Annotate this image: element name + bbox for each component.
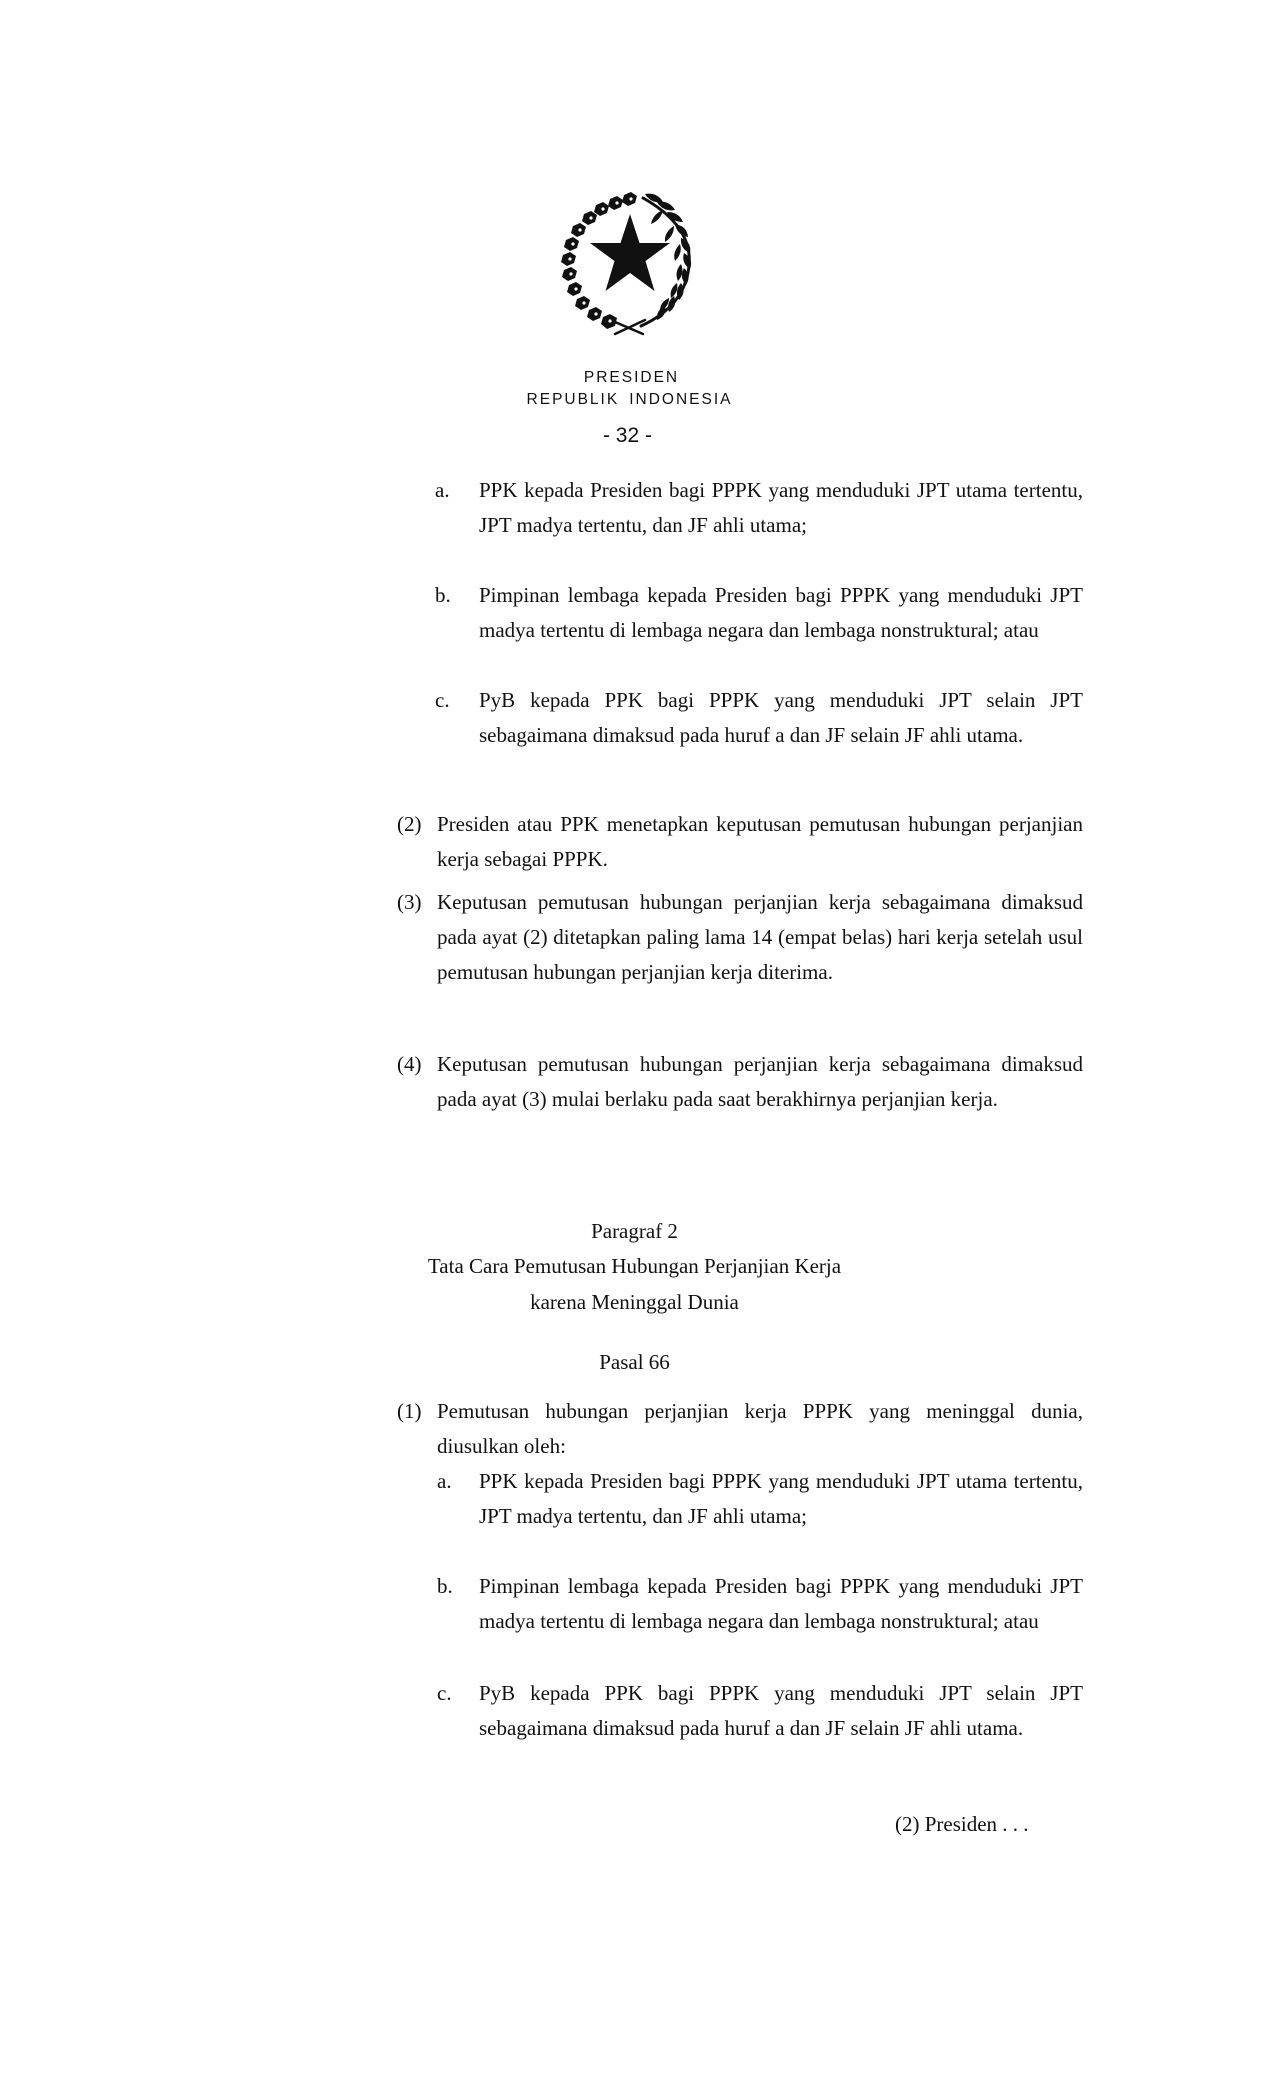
list-item-text: PPK kepada Presiden bagi PPPK yang menduduki JPT utama tertentu, JPT madya tertentu, dan JF ahli utama; — [479, 1469, 1083, 1528]
list-marker: b. — [437, 1574, 453, 1598]
list-item-text: PyB kepada PPK bagi PPPK yang menduduki JPT selain JPT sebagaimana dimaksud pada huruf a dan JF selain JF ahli utama. — [479, 688, 1083, 747]
list-marker: b. — [435, 583, 451, 607]
clause-text: Keputusan pemutusan hubungan perjanjian kerja sebagaimana dimaksud pada ayat (2) ditetapkan paling lama 14 (empat belas) hari kerja setelah usul pemutusan hubungan perjanjian kerja diterima. — [437, 890, 1083, 984]
header-subtitle — [0, 391, 1267, 409]
list-marker: a. — [437, 1469, 452, 1493]
paragraph-label: Paragraf 2 — [591, 1219, 678, 1243]
continuation-catchword: (2) Presiden . . . — [895, 1812, 1029, 1836]
list-item-text: PyB kepada PPK bagi PPPK yang menduduki JPT selain JPT sebagaimana dimaksud pada huruf a dan JF selain JF ahli utama. — [479, 1681, 1083, 1740]
list-item-text: Pimpinan lembaga kepada Presiden bagi PPPK yang menduduki JPT madya tertentu di lembaga negara dan lembaga nonstruktural; atau — [479, 583, 1083, 642]
list-item-text: Pimpinan lembaga kepada Presiden bagi PPPK yang menduduki JPT madya tertentu di lembaga negara dan lembaga nonstruktural; atau — [479, 1574, 1083, 1633]
header-subtitle-part2: INDONESIA — [629, 391, 733, 408]
header-title: PRESIDEN — [583, 369, 680, 386]
page-number: - 32 - — [602, 424, 652, 447]
clause-marker: (2) — [397, 812, 422, 836]
list-marker: a. — [435, 478, 450, 502]
header-subtitle-part1: REPUBLIK — [526, 391, 620, 408]
list-item-text: PPK kepada Presiden bagi PPPK yang menduduki JPT utama tertentu, JPT madya tertentu, dan JF ahli utama; — [479, 478, 1083, 537]
clause-marker: (4) — [397, 1052, 422, 1076]
list-marker: c. — [437, 1681, 452, 1705]
clause-marker: (3) — [397, 890, 422, 914]
clause-text: Keputusan pemutusan hubungan perjanjian kerja sebagaimana dimaksud pada ayat (3) mulai berlaku pada saat berakhirnya perjanjian kerja. — [437, 1052, 1083, 1111]
clause-text: Pemutusan hubungan perjanjian kerja PPPK yang meninggal dunia, diusulkan oleh: — [437, 1399, 1083, 1458]
presidential-emblem-icon — [553, 186, 705, 336]
article-heading: Pasal 66 — [599, 1350, 670, 1374]
clause-text: Presiden atau PPK menetapkan keputusan pemutusan hubungan perjanjian kerja sebagai PPPK. — [437, 812, 1083, 871]
list-marker: c. — [435, 688, 450, 712]
section-title-line2: karena Meninggal Dunia — [530, 1290, 739, 1314]
star-icon — [590, 214, 670, 291]
section-title-line1: Tata Cara Pemutusan Hubungan Perjanjian Kerja — [427, 1254, 842, 1278]
clause-marker: (1) — [397, 1399, 422, 1423]
